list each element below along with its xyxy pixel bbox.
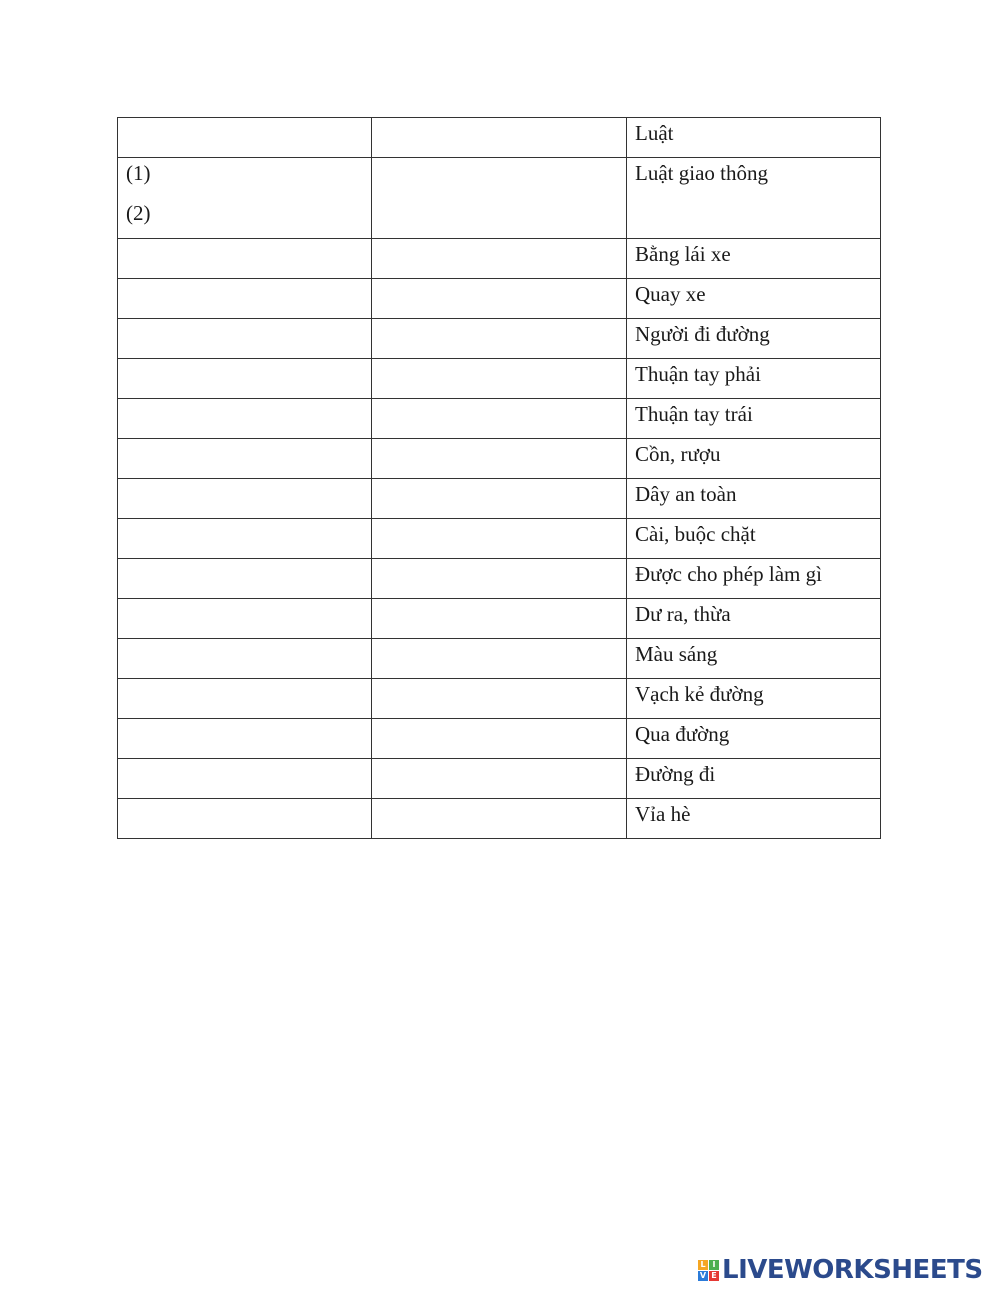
vietnamese-term: Đường đi xyxy=(635,762,716,786)
vietnamese-term-cell xyxy=(627,158,881,239)
answer-cell-english[interactable] xyxy=(118,279,372,319)
table-row xyxy=(118,719,881,759)
answer-cell-meaning[interactable] xyxy=(372,479,627,519)
answer-text xyxy=(380,519,618,521)
answer-cell-english[interactable] xyxy=(118,679,372,719)
answer-cell-english[interactable] xyxy=(118,399,372,439)
vietnamese-term-cell xyxy=(627,359,881,399)
answer-text xyxy=(380,719,618,721)
vietnamese-term: Bằng lái xe xyxy=(635,242,731,266)
table-row xyxy=(118,519,881,559)
table-row xyxy=(118,359,881,399)
answer-text xyxy=(380,599,618,601)
answer-cell-english[interactable] xyxy=(118,639,372,679)
answer-cell-meaning[interactable] xyxy=(372,719,627,759)
vietnamese-term-cell xyxy=(627,679,881,719)
liveworksheets-logo-icon xyxy=(698,1260,719,1281)
vietnamese-term-cell xyxy=(627,319,881,359)
answer-cell-english[interactable] xyxy=(118,158,372,239)
answer-cell-meaning[interactable] xyxy=(372,279,627,319)
table-row xyxy=(118,319,881,359)
answer-cell-meaning[interactable] xyxy=(372,559,627,599)
table-row xyxy=(118,118,881,158)
answer-text xyxy=(380,639,618,641)
table-row xyxy=(118,559,881,599)
answer-text xyxy=(380,439,618,441)
vietnamese-term: Được cho phép làm gì xyxy=(635,562,822,586)
vietnamese-term-cell xyxy=(627,519,881,559)
vocabulary-table xyxy=(117,117,881,839)
answer-cell-meaning[interactable] xyxy=(372,639,627,679)
answer-text xyxy=(380,359,618,361)
table-row xyxy=(118,639,881,679)
item-number: (2) xyxy=(126,201,151,225)
vietnamese-term: Vỉa hè xyxy=(635,802,691,826)
vietnamese-term-cell xyxy=(627,399,881,439)
answer-text xyxy=(380,799,618,801)
answer-text xyxy=(380,158,618,160)
table-row xyxy=(118,759,881,799)
answer-cell-english[interactable] xyxy=(118,519,372,559)
answer-cell-english[interactable] xyxy=(118,719,372,759)
answer-cell-meaning[interactable] xyxy=(372,158,627,239)
table-row xyxy=(118,158,881,239)
table-row xyxy=(118,679,881,719)
answer-cell-meaning[interactable] xyxy=(372,359,627,399)
logo-mark-square: L xyxy=(698,1260,708,1270)
logo-mark-square: E xyxy=(709,1271,719,1281)
table-row xyxy=(118,799,881,839)
answer-text xyxy=(380,399,618,401)
answer-cell-english[interactable] xyxy=(118,319,372,359)
vocabulary-table-body xyxy=(118,118,881,839)
vietnamese-term-cell xyxy=(627,239,881,279)
vietnamese-term: Dư ra, thừa xyxy=(635,602,731,626)
vietnamese-term-cell xyxy=(627,479,881,519)
answer-text xyxy=(380,759,618,761)
vietnamese-term: Vạch kẻ đường xyxy=(635,682,764,706)
vietnamese-term-cell xyxy=(627,439,881,479)
vietnamese-term: Cồn, rượu xyxy=(635,442,721,466)
answer-text xyxy=(380,118,618,120)
table-row xyxy=(118,439,881,479)
answer-cell-meaning[interactable] xyxy=(372,319,627,359)
answer-cell-meaning[interactable] xyxy=(372,118,627,158)
answer-cell-english[interactable] xyxy=(118,439,372,479)
answer-cell-meaning[interactable] xyxy=(372,239,627,279)
answer-cell-meaning[interactable] xyxy=(372,399,627,439)
answer-cell-meaning[interactable] xyxy=(372,439,627,479)
vietnamese-term-cell xyxy=(627,639,881,679)
answer-cell-english[interactable] xyxy=(118,239,372,279)
vietnamese-term: Dây an toàn xyxy=(635,482,737,506)
liveworksheets-logo-text: LIVEWORKSHEETS xyxy=(722,1255,983,1285)
answer-text xyxy=(380,479,618,481)
logo-mark-square: I xyxy=(709,1260,719,1270)
vietnamese-term: Quay xe xyxy=(635,282,706,306)
answer-cell-meaning[interactable] xyxy=(372,599,627,639)
table-row xyxy=(118,479,881,519)
vietnamese-term: Màu sáng xyxy=(635,642,718,666)
vietnamese-term: Luật giao thông xyxy=(635,161,768,185)
answer-cell-meaning[interactable] xyxy=(372,679,627,719)
vietnamese-term-cell xyxy=(627,719,881,759)
table-row xyxy=(118,399,881,439)
logo-mark-square: V xyxy=(699,1270,707,1280)
answer-cell-english[interactable] xyxy=(118,799,372,839)
vietnamese-term-cell xyxy=(627,279,881,319)
answer-cell-english[interactable] xyxy=(118,479,372,519)
item-number: (1) xyxy=(126,161,151,185)
answer-text xyxy=(380,679,618,681)
answer-cell-meaning[interactable] xyxy=(372,519,627,559)
table-row xyxy=(118,279,881,319)
answer-cell-english[interactable] xyxy=(118,118,372,158)
vietnamese-term-cell xyxy=(627,559,881,599)
answer-cell-meaning[interactable] xyxy=(372,799,627,839)
answer-cell-english[interactable] xyxy=(118,559,372,599)
vietnamese-term: Thuận tay phải xyxy=(635,362,761,386)
answer-cell-english[interactable] xyxy=(118,599,372,639)
vietnamese-term: Cài, buộc chặt xyxy=(635,522,756,546)
answer-text xyxy=(380,319,618,321)
vietnamese-term-cell xyxy=(627,759,881,799)
vietnamese-term-cell xyxy=(627,118,881,158)
vietnamese-term: Người đi đường xyxy=(635,322,770,346)
answer-cell-english[interactable] xyxy=(118,759,372,799)
vietnamese-term: Luật xyxy=(635,121,674,145)
vietnamese-term-cell xyxy=(627,599,881,639)
answer-text xyxy=(380,239,618,241)
vietnamese-term: Qua đường xyxy=(635,722,730,746)
answer-text xyxy=(380,279,618,281)
answer-cell-meaning[interactable] xyxy=(372,759,627,799)
vietnamese-term-cell xyxy=(627,799,881,839)
table-row xyxy=(118,599,881,639)
answer-text xyxy=(380,559,618,561)
liveworksheets-logo xyxy=(698,1254,983,1286)
vietnamese-term: Thuận tay trái xyxy=(635,402,753,426)
table-row xyxy=(118,239,881,279)
answer-cell-english[interactable] xyxy=(118,359,372,399)
